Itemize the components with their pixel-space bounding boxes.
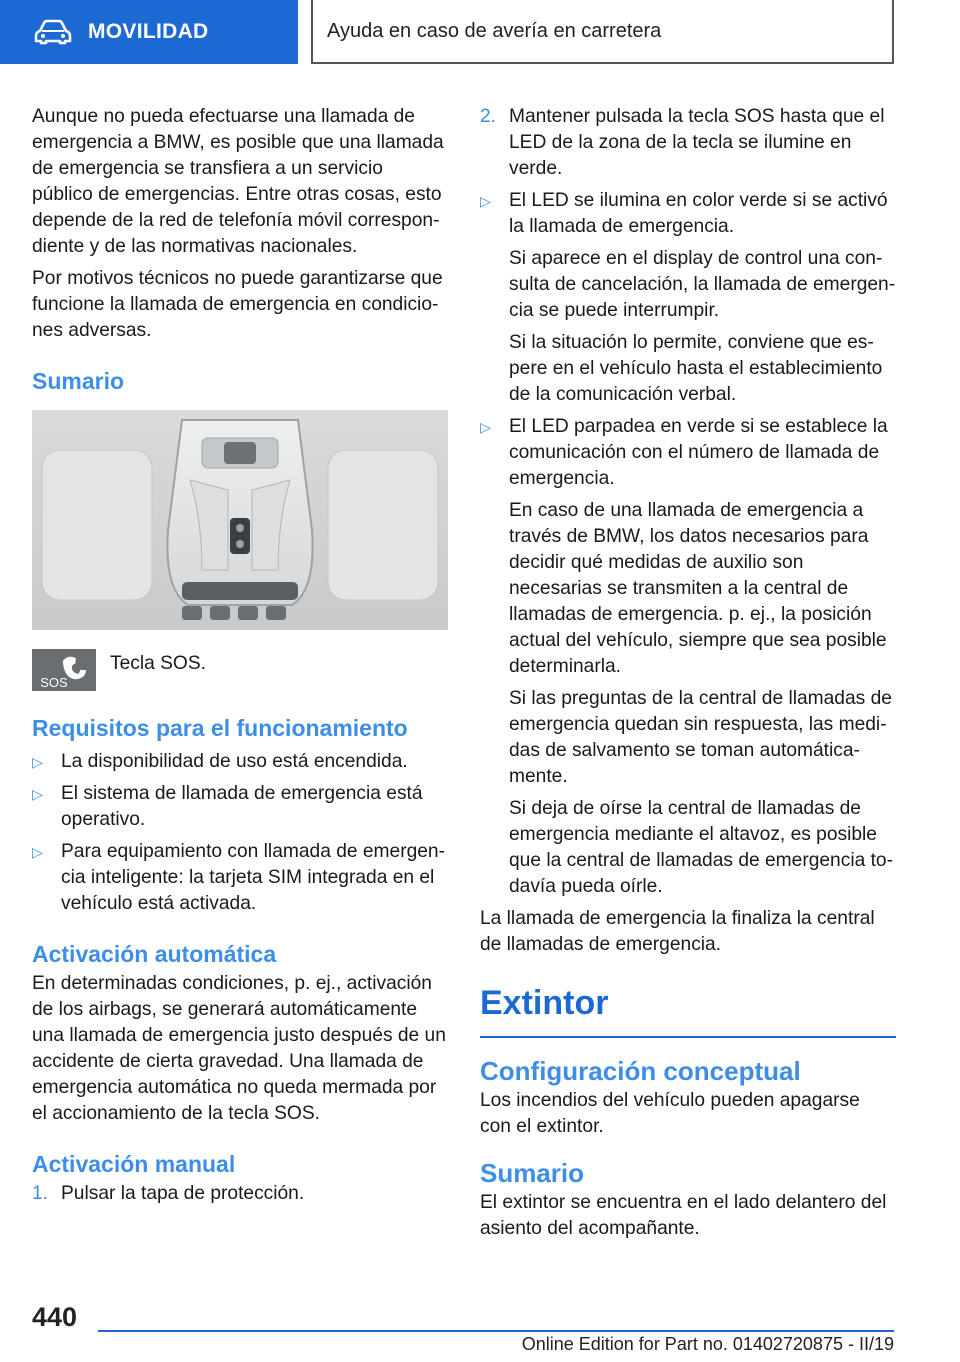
config-text: Los incendios del vehículo pueden apagarse con el extintor. [480,1090,860,1137]
sub-paragraph: Si las preguntas de la central de llamadas de emergencia quedan sin respuesta, las medidas de salvamento se toman automáticamente. [509,688,892,787]
list-item: ▷ La disponibilidad de uso está encendida. [32,749,448,775]
sos-icon-text: SOS [40,675,68,690]
sub-paragraph: Si la situación lo permite, conviene que espere en el vehículo hasta el establecimiento de la comunicación verbal. [509,332,883,405]
triangle-bullet-icon: ▷ [480,419,491,435]
sos-caption: Tecla SOS. [110,653,206,674]
chapter-header [311,0,894,64]
edition-text: Online Edition for Part no. 01402720875 - II/19 [521,1334,894,1354]
intro-paragraph-1: Aunque no pueda efectuarse una llamada de emergencia a BMW, es posible que una llamada de emergencia se transfiera a un servicio público de emergencias. Entre otras cosas, esto depende de la red de telefonía móvil correspondiente y de las normativas nacionales. [32,106,444,257]
manual-activation-heading: Activación manual [32,1151,236,1177]
chapter-title: Ayuda en caso de avería en carretera [327,19,662,42]
car-icon [34,19,72,45]
closing-paragraph: La llamada de emergencia la finaliza la central de llamadas de emergencia. [480,908,875,955]
sumario-extintor-text: El extintor se encuentra en el lado delantero del asiento del acompañante. [480,1192,887,1239]
extintor-heading: Extintor [480,980,896,1038]
sumario-extintor-heading: Sumario [480,1158,585,1188]
sub-paragraph: En caso de una llamada de emergencia a través de BMW, los datos necesarios para decidir qué medidas de auxilio son necesarias se transmiten a la central de llamadas de emergencia. p. ej., la posición actual del vehículo, siempre que sea posible determinarla. [509,500,887,677]
right-column [480,104,896,1248]
sos-icon [32,649,96,691]
list-item: ▷ Para equipamiento con llamada de emergencia inteligente: la tarjeta SIM integrada en el vehículo está activada. [32,841,445,914]
sub-paragraph: Si deja de oírse la central de llamadas de emergencia mediante el altavoz, es posible que la central de llamadas de emergencia todavía pueda oírle. [509,798,893,897]
triangle-bullet-icon: ▷ [32,754,43,770]
requisitos-heading: Requisitos para el funcionamiento [32,715,408,741]
triangle-bullet-icon: ▷ [32,786,43,802]
intro-paragraph-2: Por motivos técnicos no puede garantizarse que funcione la llamada de emergencia en condiciones adversas. [32,268,443,341]
footer-divider [98,1330,894,1332]
auto-activation-text: En determinadas condiciones, p. ej., activación de los airbags, se generará automáticamente una llamada de emergencia justo después de un accidente de cierta gravedad. Una llamada de emergencia automática no queda mermada por el accionamiento de la tecla SOS. [32,973,446,1124]
sumario-heading: Sumario [32,368,125,394]
config-heading: Configuración conceptual [480,1056,801,1086]
section-label: MOVILIDAD [88,20,209,43]
triangle-bullet-icon: ▷ [32,844,43,860]
auto-activation-heading: Activación automática [32,941,277,967]
roof-console-image [32,410,448,630]
left-column [32,104,448,1213]
list-item: ▷ El LED se ilumina en color verde si se activó la llamada de emergencia. [480,190,888,237]
list-item: ▷ El LED parpadea en verde si se establece la comunicación con el número de llamada de emergencia. [480,416,888,489]
sub-paragraph: Si aparece en el display de control una consulta de cancelación, la llamada de emergencia se puede interrumpir. [509,248,896,321]
list-item: ▷ El sistema de llamada de emergencia está operativo. [32,783,423,830]
sos-key-legend [32,649,448,691]
triangle-bullet-icon: ▷ [480,193,491,209]
step-item: 2. Mantener pulsada la tecla SOS hasta que el LED de la zona de la tecla se ilumine en verde. [480,106,885,179]
step-item: 1. Pulsar la tapa de protección. [32,1183,305,1204]
section-tab[interactable] [0,0,298,64]
page-number: 440 [32,1302,78,1332]
